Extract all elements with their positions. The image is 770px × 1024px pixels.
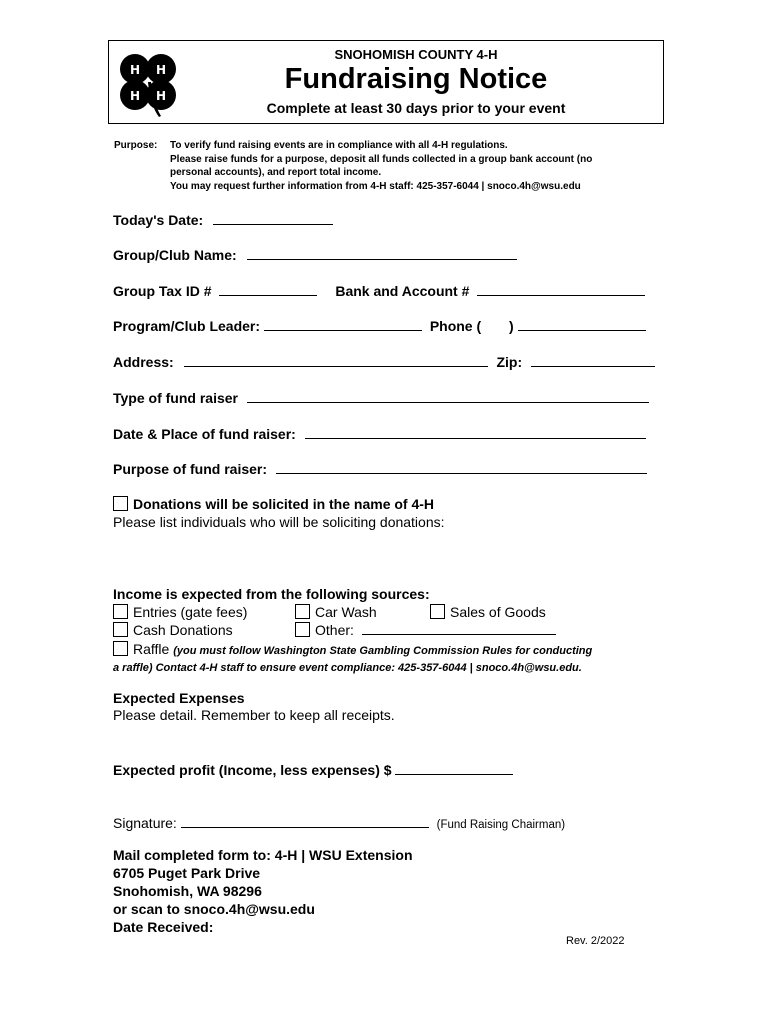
group-name-label: Group/Club Name: xyxy=(113,247,237,263)
car-wash-checkbox[interactable] xyxy=(295,604,310,619)
address-field[interactable] xyxy=(184,353,488,367)
tax-id-row xyxy=(113,282,645,300)
group-name-row xyxy=(113,246,517,264)
mail-line: 6705 Puget Park Drive xyxy=(113,865,261,881)
income-options xyxy=(113,604,673,640)
bank-account-label: Bank and Account # xyxy=(335,283,470,299)
purpose-line: To verify fund raising events are in compliance with all 4-H regulations. xyxy=(170,140,508,151)
income-option-car-wash xyxy=(295,604,377,620)
todays-date-field[interactable] xyxy=(213,211,333,225)
profit-row xyxy=(113,761,513,779)
svg-text:H: H xyxy=(129,89,141,103)
sales-checkbox[interactable] xyxy=(430,604,445,619)
raffle-note-line2: a raffle) Contact 4-H staff to ensure event compliance: 425-357-6044 | snoco.4h@wsu.edu. xyxy=(113,662,582,674)
mail-line: Snohomish, WA 98296 xyxy=(113,883,262,899)
tax-id-field[interactable] xyxy=(219,282,317,296)
purpose-of-fundraiser-label: Purpose of fund raiser: xyxy=(113,461,268,477)
raffle-label: Raffle xyxy=(133,641,170,657)
entries-label: Entries (gate fees) xyxy=(133,604,248,620)
signature-role: (Fund Raising Chairman) xyxy=(436,819,566,831)
page-subtitle: Complete at least 30 days prior to your event xyxy=(266,100,566,116)
raffle-section xyxy=(113,641,673,676)
date-place-field[interactable] xyxy=(305,425,646,439)
other-checkbox[interactable] xyxy=(295,622,310,637)
group-name-field[interactable] xyxy=(247,246,517,260)
sales-label: Sales of Goods xyxy=(450,604,546,620)
profit-field[interactable] xyxy=(395,761,513,775)
leader-row xyxy=(113,317,646,335)
org-name: SNOHOMISH COUNTY 4-H xyxy=(334,47,498,62)
todays-date-row xyxy=(113,211,333,229)
address-label: Address: xyxy=(113,354,174,370)
purpose-line: Please raise funds for a purpose, deposit all funds collected in a group bank account (no xyxy=(170,153,593,165)
expenses-section xyxy=(113,690,395,723)
raffle-checkbox[interactable] xyxy=(113,641,128,656)
profit-label: Expected profit (Income, less expenses) $ xyxy=(113,762,392,778)
expenses-instruction: Please detail. Remember to keep all receipts. xyxy=(113,707,395,723)
donations-checkbox[interactable] xyxy=(113,496,128,511)
signature-field[interactable] xyxy=(181,814,429,828)
cash-donations-label: Cash Donations xyxy=(133,622,233,638)
mail-section xyxy=(113,846,413,936)
leader-label: Program/Club Leader: xyxy=(113,318,261,334)
svg-text:H: H xyxy=(155,63,167,77)
svg-text:H: H xyxy=(129,63,141,77)
zip-label: Zip: xyxy=(496,354,523,370)
address-row xyxy=(113,353,655,371)
donations-instruction: Please list individuals who will be soliciting donations: xyxy=(113,514,445,530)
bank-account-field[interactable] xyxy=(477,282,645,296)
purpose-label: Purpose: xyxy=(114,140,158,151)
zip-field[interactable] xyxy=(531,353,655,367)
type-row xyxy=(113,389,649,407)
purpose-line: personal accounts), and report total income. xyxy=(170,167,382,179)
date-place-label: Date & Place of fund raiser: xyxy=(113,426,296,442)
donations-label: Donations will be solicited in the name of 4-H xyxy=(133,496,435,512)
phone-paren: ) xyxy=(509,318,514,334)
other-field[interactable] xyxy=(362,622,556,635)
todays-date-label: Today's Date: xyxy=(113,212,204,228)
mail-line: Mail completed form to: 4-H | WSU Extension xyxy=(113,847,413,863)
signature-row xyxy=(113,814,565,832)
date-place-row xyxy=(113,425,646,443)
entries-checkbox[interactable] xyxy=(113,604,128,619)
type-label: Type of fund raiser xyxy=(113,390,238,406)
date-received-label: Date Received: xyxy=(113,919,214,935)
expenses-heading: Expected Expenses xyxy=(113,690,245,706)
purpose-field[interactable] xyxy=(276,460,647,474)
purpose-line: You may request further information from 4-H staff: 425-357-6044 | snoco.4h@wsu.edu xyxy=(170,180,581,192)
page-title: Fundraising Notice xyxy=(284,63,548,95)
donations-section xyxy=(113,496,445,530)
phone-field[interactable] xyxy=(518,317,646,331)
car-wash-label: Car Wash xyxy=(315,604,377,620)
mail-line: or scan to snoco.4h@wsu.edu xyxy=(113,901,315,917)
other-label: Other: xyxy=(315,622,354,638)
income-option-other xyxy=(295,622,556,638)
tax-id-label: Group Tax ID # xyxy=(113,283,212,299)
revision-label: Rev. 2/2022 xyxy=(566,935,625,947)
type-field[interactable] xyxy=(247,389,649,403)
header-box xyxy=(108,40,664,124)
cash-donations-checkbox[interactable] xyxy=(113,622,128,637)
4-h-clover-icon xyxy=(113,45,185,121)
income-option-cash xyxy=(113,622,233,638)
svg-text:H: H xyxy=(155,89,167,103)
leader-field[interactable] xyxy=(264,317,422,331)
income-option-sales xyxy=(430,604,546,620)
purpose-section xyxy=(114,139,674,193)
phone-label: Phone ( xyxy=(429,318,482,334)
income-heading: Income is expected from the following sources: xyxy=(113,586,430,602)
income-option-entries xyxy=(113,604,247,620)
purpose-row xyxy=(113,460,647,478)
raffle-note-line1: (you must follow Washington State Gambling Commission Rules for conducting xyxy=(173,645,593,657)
signature-label: Signature: xyxy=(113,815,177,831)
